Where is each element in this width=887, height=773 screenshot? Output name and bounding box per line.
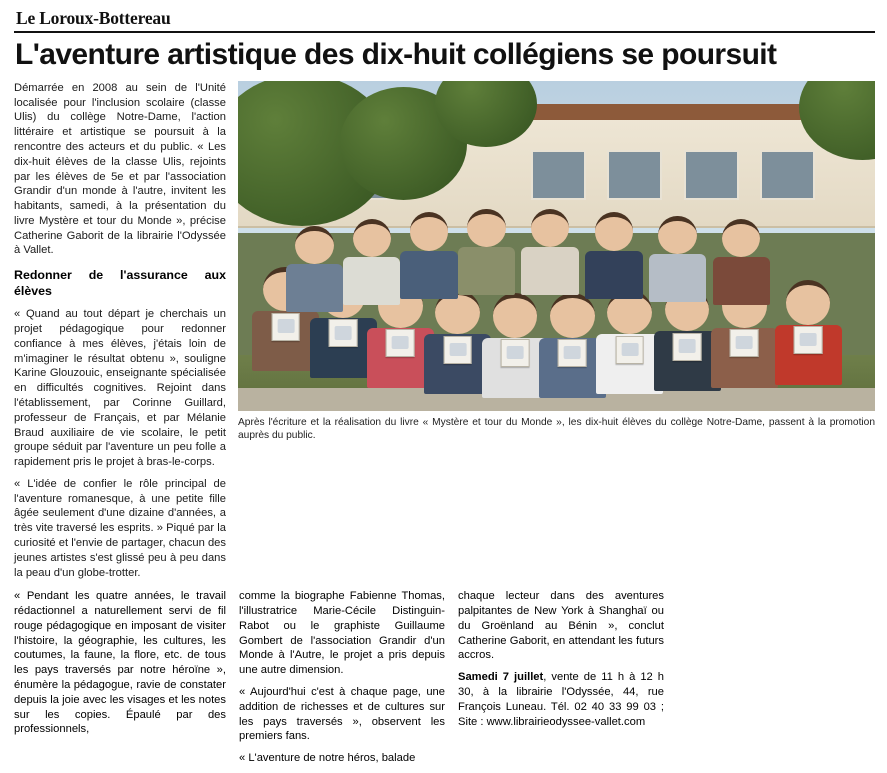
book — [501, 339, 530, 367]
head — [722, 219, 760, 257]
window — [760, 150, 815, 200]
head — [531, 209, 569, 247]
student — [410, 212, 448, 298]
book — [386, 329, 415, 357]
lower-columns — [14, 589, 875, 773]
head — [467, 209, 505, 247]
practical-info — [458, 670, 664, 729]
student — [435, 290, 480, 395]
body-paragraph-1: « Quand au tout départ je cherchais un projet pédagogique pour redonner confiance à mes élèves, j'étais loin de m'imaginer le résultat obtenu », souligne Karine Glouzouic, enseignante spécialisée en difficultés cognitives. Rejoint dans l'établissement, par Corinne Guillard, professeur de Français, et par Mélanie Braud auxiliaire de vie scolaire, le petit groupe séduit par l'aventure un peu folle a rapidement pris le projet à bras-le-corps. — [14, 308, 226, 469]
event-date: Samedi 7 juillet — [458, 671, 544, 684]
head — [295, 226, 333, 264]
head — [658, 216, 696, 254]
student — [607, 290, 652, 395]
column-1-paragraph-1: « Pendant les quatre années, le travail rédactionnel a naturellement servi de fil rouge pédagogique en imposant de visiter l'histoire, la géographie, les cultures, les coutumes, la faune, la flore, etc. de tous les pays traversés par notre héroïne », énumère la pédagogue, ravie de constater depuis la joie avec les visages et les notes sur les copies. Épaulé par des professionnels, — [14, 590, 226, 736]
window — [607, 150, 662, 200]
upper-section — [14, 81, 875, 580]
student — [595, 212, 633, 298]
torso — [458, 247, 515, 295]
head — [550, 293, 595, 338]
event-details: , vente de 11 h à 12 h 30, à la librairie l'Odyssée, 44, rue François Luneau. Tél. 02 40 33 99 03 ; Site : www.librairieodyssee-vallet.com — [458, 671, 664, 728]
head — [410, 212, 448, 250]
book — [730, 329, 759, 357]
torso — [521, 247, 578, 295]
student — [467, 209, 505, 295]
student — [658, 216, 696, 302]
student — [531, 209, 569, 295]
torso — [286, 264, 343, 312]
student — [295, 226, 333, 312]
torso — [400, 251, 457, 299]
column-2-paragraph-3: « L'aventure de notre héros, balade — [239, 752, 416, 765]
book — [673, 333, 702, 361]
torso — [649, 254, 706, 302]
student — [550, 293, 595, 398]
book — [271, 313, 300, 341]
column-3 — [458, 589, 664, 773]
column-2-paragraph-1: comme la biographe Fabienne Thomas, l'illustratrice Marie-Cécile Distinguin-Rabot ou le graphiste Guillaume Gombert de l'association Grandir d'un Monde à l'Autre, le projet a pris depuis une autre dimension. — [239, 590, 445, 677]
torso — [585, 251, 642, 299]
header-divider — [14, 31, 875, 33]
column-2 — [239, 589, 445, 773]
column-3-paragraph-1: chaque lecteur dans des aventures palpitantes de New York à Shanghaï ou du Groënland au Bénin », conclut Catherine Gaborit, en attendant les futurs accros. — [458, 590, 664, 662]
window — [531, 150, 586, 200]
column-2-paragraph-2: « Aujourd'hui c'est à chaque page, une addition de richesses et de cultures sur les pays traversés », observent les premiers fans. — [239, 686, 445, 743]
student — [786, 280, 831, 385]
book — [615, 336, 644, 364]
book — [443, 336, 472, 364]
head — [353, 219, 391, 257]
head — [595, 212, 633, 250]
window — [684, 150, 739, 200]
book — [794, 326, 823, 354]
torso — [713, 257, 770, 305]
kicker: Le Loroux-Bottereau — [16, 8, 171, 28]
student — [353, 219, 391, 305]
student — [665, 287, 710, 392]
book — [329, 319, 358, 347]
body-paragraph-2: « L'idée de confier le rôle principal de l'aventure romanesque, à une petite fille âgée seulement d'une dizaine d'années, a très vite traversé les esprits. » Piqué par la curiosité et l'envie de partager, chacun des jeunes artistes s'est glissé peu à peu dans la peau d'un globe-trotter. — [14, 477, 226, 579]
photo-block — [238, 81, 875, 443]
lead-column — [14, 81, 226, 580]
student — [722, 219, 760, 305]
head — [493, 293, 538, 338]
torso — [343, 257, 400, 305]
photo-caption: Après l'écriture et la réalisation du livre « Mystère et tour du Monde », les dix-huit élèves du collège Notre-Dame, passent à la promotion auprès du public. — [238, 416, 875, 442]
head — [786, 280, 831, 325]
book — [558, 339, 587, 367]
subheading: Redonner de l'assurance aux élèves — [14, 268, 226, 298]
column-1 — [14, 589, 226, 773]
student — [493, 293, 538, 398]
lead-paragraph: Démarrée en 2008 au sein de l'Unité localisée pour l'inclusion scolaire (classe Ulis) du collège Notre-Dame, l'action littéraire et artistique se poursuit à la rencontre des acteurs et du public. « Les dix-huit élèves de la classe Ulis, rejoints par les élèves de 5e et par l'association Grandir d'un monde à l'autre, invitent les habitants, samedi, à la présentation du livre Mystère et tour du Monde », précise Catherine Gaborit de la librairie l'Odyssée à Vallet. — [14, 81, 226, 257]
page-title: L'aventure artistique des dix-huit collégiens se poursuit — [15, 37, 777, 71]
group-photo-students-with-books — [238, 81, 875, 411]
